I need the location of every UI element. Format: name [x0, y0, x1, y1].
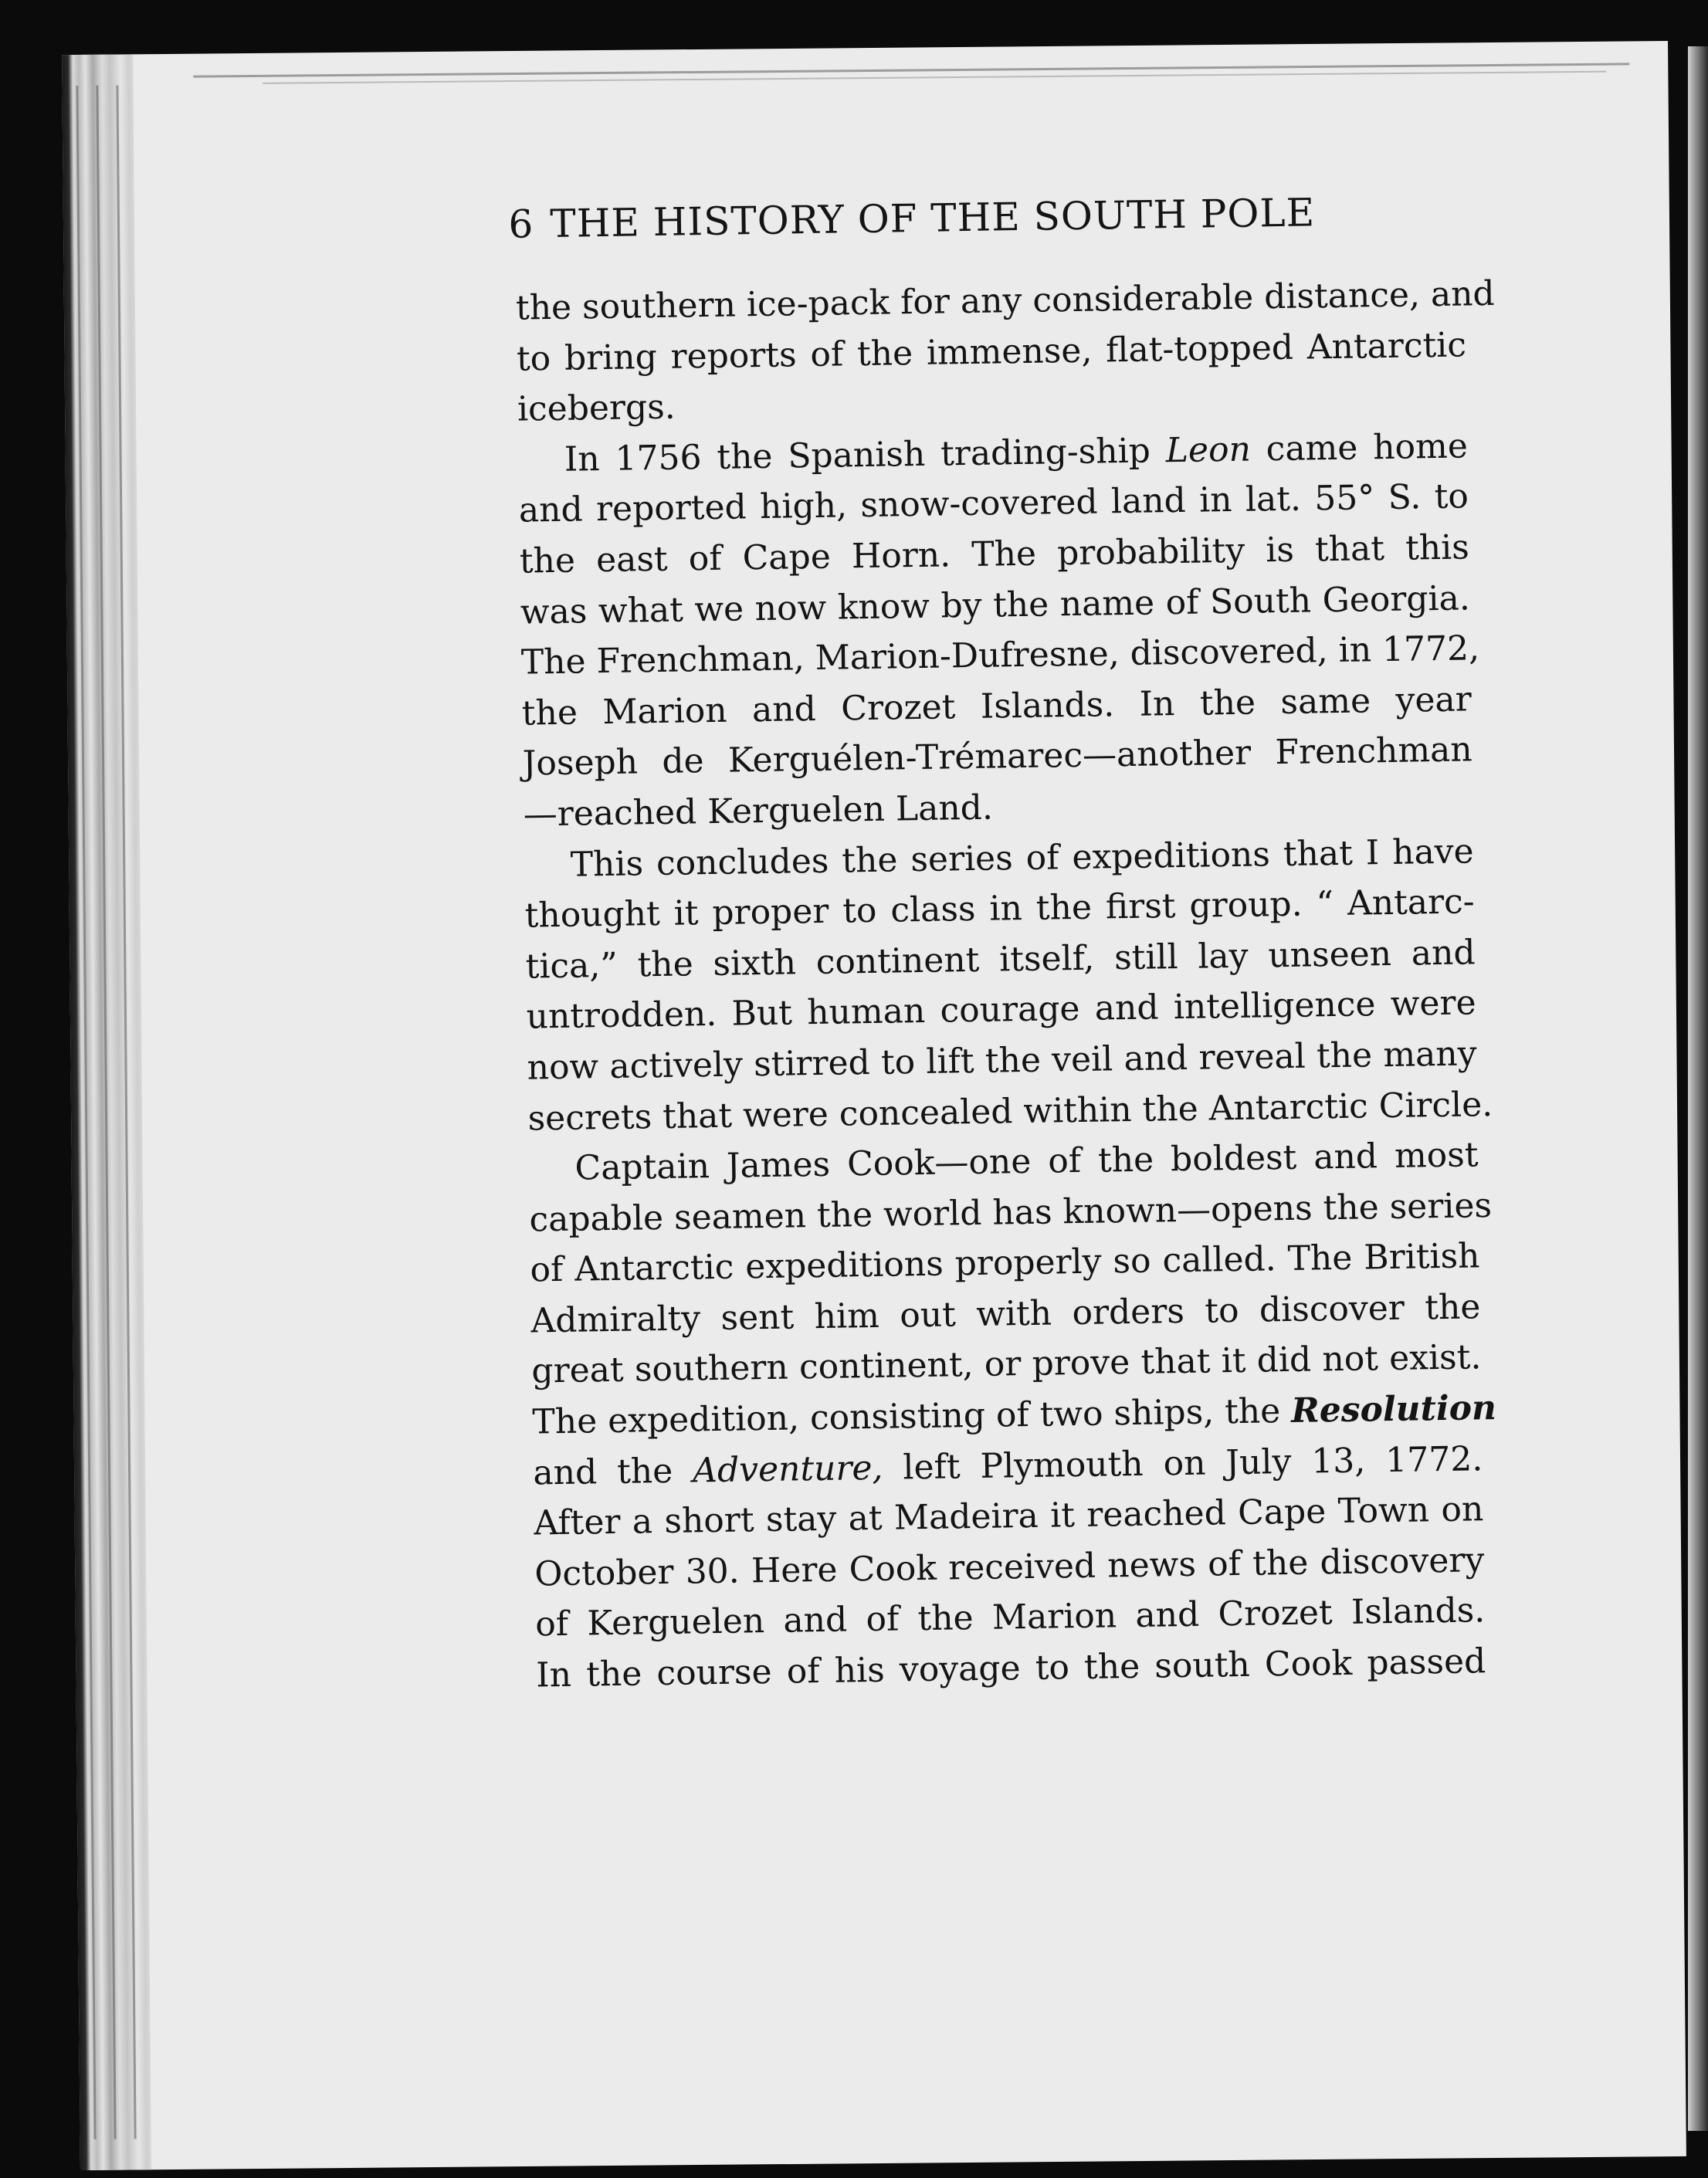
text-line: The Frenchman, Marion-Dufresne, discovered, in 1772,: [520, 628, 1480, 683]
text-line: tica,” the sixth continent itself, still lay unseen and: [525, 933, 1476, 987]
right-page-edge: [1688, 46, 1708, 2131]
text-line: —reached Kerguelen Land.: [523, 788, 994, 835]
text-line: capable seamen the world has known—opens the series: [529, 1185, 1493, 1240]
text-line: great southern continent, or prove that it did not exist.: [531, 1337, 1482, 1391]
text-line: the southern ice-pack for any considerable distance, and: [515, 273, 1496, 328]
text-line: In 1756 the Spanish trading-ship Leon came home: [564, 426, 1469, 479]
text-line: of Antarctic expeditions properly so called. The British: [530, 1236, 1480, 1290]
text-line: This concludes the series of expeditions that I have: [570, 831, 1474, 885]
text-line: icebergs.: [517, 387, 676, 429]
text-line: secrets that were concealed within the Antarctic Circle.: [527, 1084, 1493, 1139]
text-line: In the course of his voyage to the south Cook passed: [535, 1641, 1486, 1695]
text-line: the Marion and Crozet Islands. In the same year: [521, 679, 1472, 733]
running-head-title: THE HISTORY OF THE SOUTH POLE: [550, 190, 1316, 247]
text-line: to bring reports of the immense, flat-topped Antarctic: [516, 325, 1467, 379]
body-text: [515, 269, 1497, 1701]
text-line: and reported high, snow-covered land in lat. 55° S. to: [518, 476, 1469, 531]
ship-name-italic: Adventure,: [692, 1448, 883, 1491]
text-line: thought it proper to class in the first group. “ Antarc-: [524, 882, 1475, 936]
text-line: October 30. Here Cook received news of the discovery: [534, 1540, 1485, 1594]
top-page-edge-rule: [193, 63, 1629, 77]
text-line: After a short stay at Madeira it reached Cape Town on: [534, 1489, 1484, 1543]
text-line: The expedition, consisting of two ships, the Resolution: [532, 1388, 1497, 1442]
text-line: was what we now know by the name of South Georgia.: [520, 578, 1471, 632]
text-line: Joseph de Kerguélen-Trémarec—another Frenchman: [522, 730, 1473, 784]
book-gutter-edge: [62, 54, 151, 2170]
text-line: and the Adventure, left Plymouth on July 13, 1772.: [533, 1438, 1483, 1493]
text-line: of Kerguelen and of the Marion and Crozet Islands.: [534, 1590, 1486, 1645]
text-line: Captain James Cook—one of the boldest and most: [574, 1135, 1479, 1188]
page-edge-line: [76, 86, 96, 2139]
text-line: now actively stirred to lift the veil and reveal the many: [527, 1034, 1477, 1088]
text-line: untrodden. But human courage and intelligence were: [526, 983, 1476, 1037]
ship-name-italic: Resolution: [1290, 1388, 1497, 1431]
page-edge-line: [116, 85, 136, 2139]
page-edge-line: [96, 86, 116, 2139]
ship-name-italic: Leon: [1165, 429, 1252, 470]
page-number: 6: [508, 202, 534, 247]
text-line: Admiralty sent him out with orders to discover the: [530, 1287, 1481, 1341]
text-line: the east of Cape Horn. The probability is that this: [519, 527, 1470, 581]
